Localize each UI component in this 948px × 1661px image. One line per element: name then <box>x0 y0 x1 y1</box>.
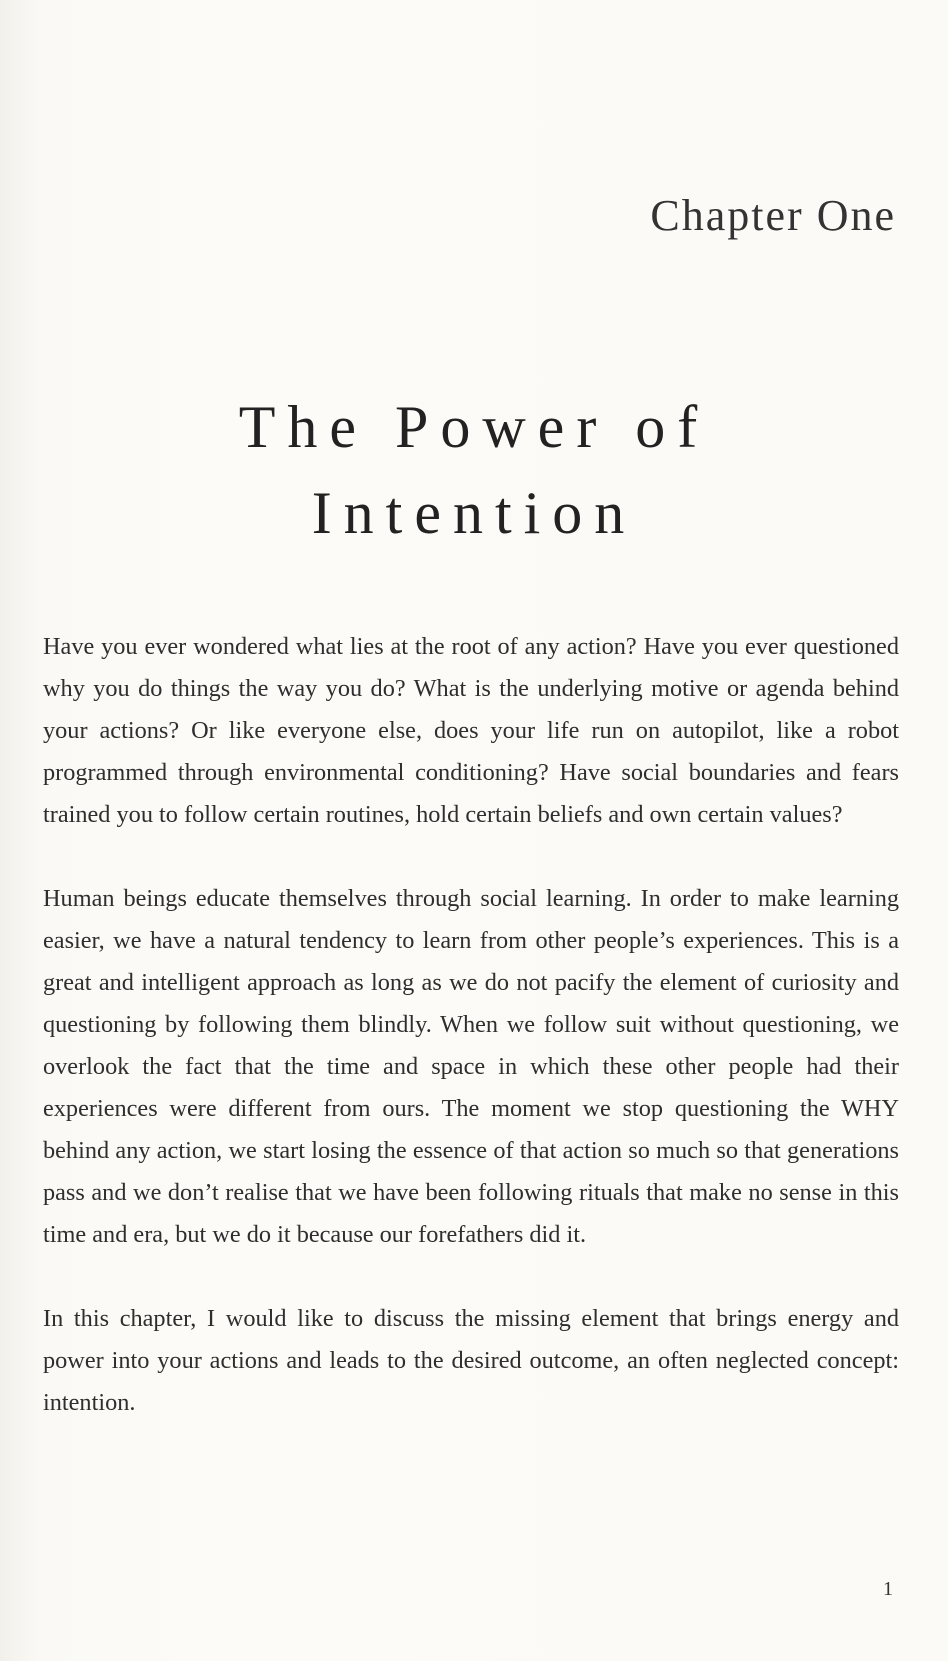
paragraph-2: Human beings educate themselves through social learning. In order to make learning easier, we have a natural tendency to learn from other people’s experiences. This is a great and intelligent approach as long as we do not pacify the element of curiosity and questioning by following them blindly. When we follow suit without questioning, we overlook the fact that the time and space in which these other people had their experiences were different from ours. The moment we stop questioning the WHY behind any action, we start losing the essence of that action so much so that generations pass and we don’t realise that we have been following rituals that make no sense in this time and era, but we do it because our forefathers did it. <box>43 885 899 1248</box>
paragraph-1: Have you ever wondered what lies at the root of any action? Have you ever questioned why you do things the way you do? What is the underlying motive or agenda behind your actions? Or like everyone else, does your life run on autopilot, like a robot programmed through environmental conditioning? Have social boundaries and fears trained you to follow certain routines, hold certain beliefs and own certain values? <box>43 633 899 828</box>
chapter-title <box>0 384 948 556</box>
body-text <box>43 626 899 1466</box>
page-number: 1 <box>883 1578 893 1600</box>
paragraph-3: In this chapter, I would like to discuss the missing element that brings energy and power into your actions and leads to the desired outcome, an often neglected concept: intention. <box>43 1305 899 1416</box>
chapter-title-line-1: The Power of <box>238 394 710 460</box>
chapter-label: Chapter One <box>650 191 896 240</box>
chapter-title-line-2: Intention <box>311 480 637 546</box>
